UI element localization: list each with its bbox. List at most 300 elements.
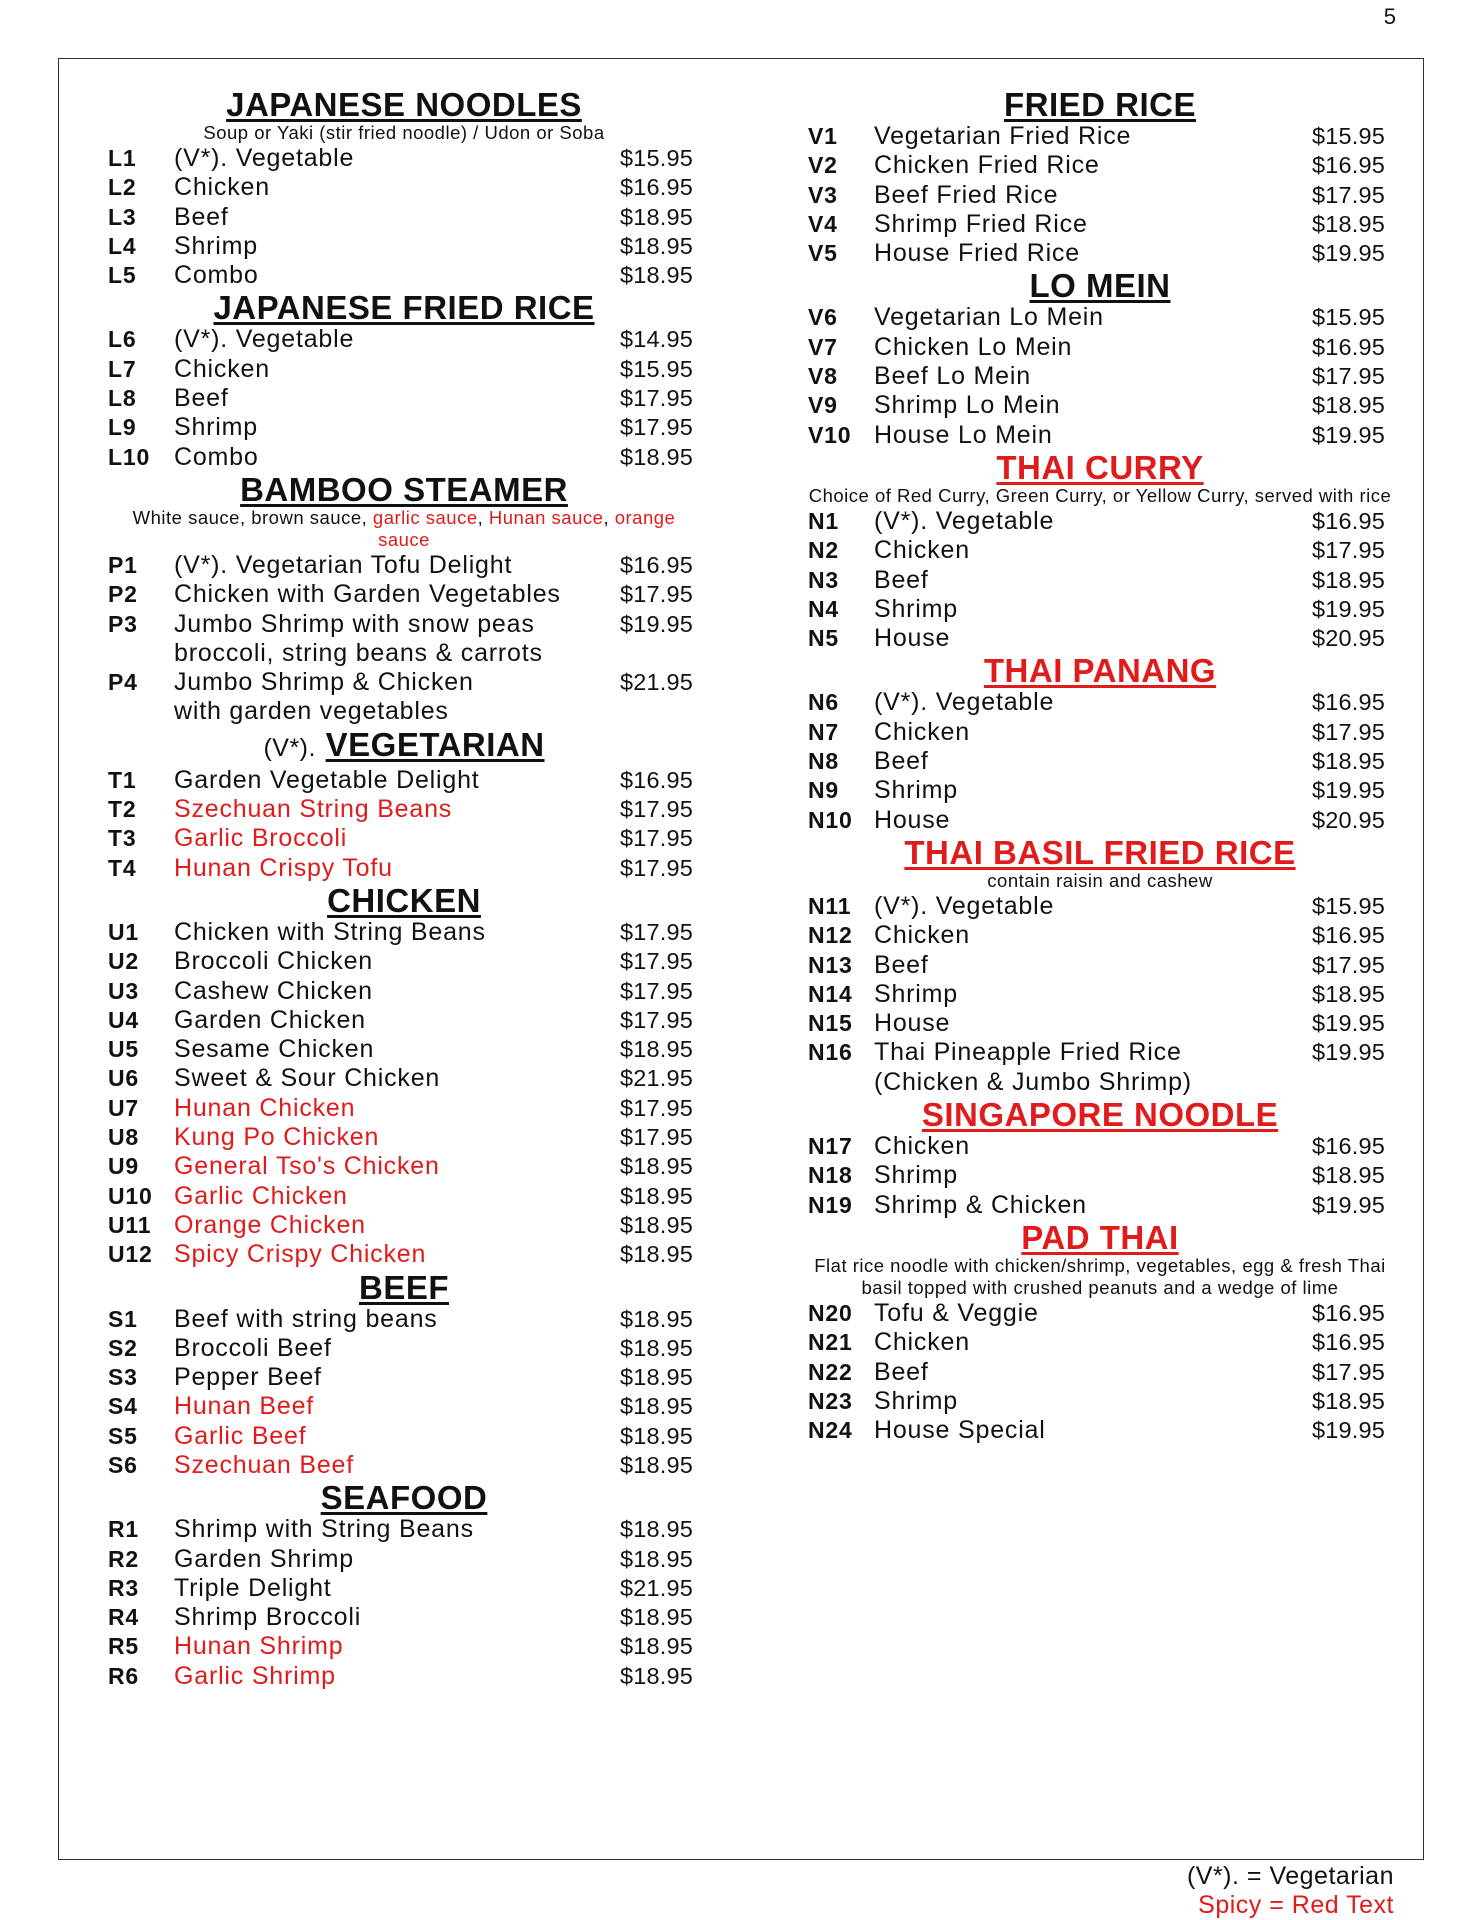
item-name bbox=[174, 325, 620, 354]
section-thai-basil-fried-rice bbox=[808, 835, 1392, 1097]
item-code: P4 bbox=[108, 669, 138, 696]
menu-item-t4 bbox=[108, 854, 700, 883]
menu-item-v6 bbox=[808, 303, 1392, 332]
menu-item-s3 bbox=[108, 1363, 700, 1392]
item-price: $17.95 bbox=[620, 385, 694, 412]
note-part: Soup or Yaki (stir fried noodle) / Udon or Soba bbox=[203, 122, 605, 143]
item-price: $18.95 bbox=[620, 1451, 694, 1478]
menu-column-left bbox=[108, 87, 700, 1691]
item-code: L7 bbox=[108, 355, 137, 382]
item-name bbox=[874, 391, 1312, 420]
item-name bbox=[874, 1416, 1312, 1445]
section-title-text: SEAFOOD bbox=[320, 1479, 488, 1517]
menu-item-t1 bbox=[108, 766, 700, 795]
item-name-line: Broccoli Beef bbox=[174, 1333, 332, 1362]
item-name bbox=[174, 1363, 620, 1392]
item-price: $18.95 bbox=[620, 1153, 694, 1180]
menu-item-t2 bbox=[108, 795, 700, 824]
item-name bbox=[174, 947, 620, 976]
note-part: garlic sauce bbox=[372, 506, 478, 528]
item-code: P2 bbox=[108, 581, 138, 608]
section-title-chicken bbox=[108, 883, 700, 918]
item-name bbox=[174, 977, 620, 1006]
item-name bbox=[174, 1182, 620, 1211]
menu-item-u2 bbox=[108, 947, 700, 976]
section-title-text: JAPANESE NOODLES bbox=[226, 86, 582, 123]
item-price: $17.95 bbox=[620, 1006, 694, 1033]
item-code: L10 bbox=[108, 443, 151, 470]
section-title-bamboo-steamer bbox=[108, 472, 700, 507]
item-name bbox=[174, 1515, 620, 1544]
item-code: L6 bbox=[108, 326, 137, 353]
section-title-thai-curry bbox=[808, 450, 1392, 485]
item-name-line: House Fried Rice bbox=[874, 239, 1080, 268]
item-code: R4 bbox=[108, 1604, 140, 1631]
item-name-line: Shrimp bbox=[874, 594, 958, 623]
item-code: S3 bbox=[108, 1364, 138, 1391]
item-name bbox=[174, 668, 620, 727]
menu-item-n9 bbox=[808, 776, 1392, 805]
item-price: $18.95 bbox=[1312, 210, 1386, 237]
menu-item-v10 bbox=[808, 421, 1392, 450]
section-title-text: THAI PANANG bbox=[983, 652, 1217, 690]
item-name bbox=[874, 421, 1312, 450]
item-name-line: (V*). Vegetable bbox=[874, 891, 1055, 920]
menu-item-n15 bbox=[808, 1009, 1392, 1038]
menu-item-u10 bbox=[108, 1182, 700, 1211]
item-name bbox=[174, 854, 620, 883]
item-price: $17.95 bbox=[620, 825, 694, 852]
item-name bbox=[174, 173, 620, 202]
item-name-line: Shrimp bbox=[874, 1161, 958, 1190]
section-beef bbox=[108, 1270, 700, 1481]
item-price: $18.95 bbox=[620, 1182, 694, 1209]
item-name bbox=[174, 355, 620, 384]
item-name-line: Shrimp bbox=[174, 231, 258, 260]
note-part: contain raisin and cashew bbox=[987, 869, 1213, 891]
section-title-thai-panang bbox=[808, 653, 1392, 688]
item-name bbox=[874, 776, 1312, 805]
item-price: $18.95 bbox=[620, 1305, 694, 1332]
item-price: $18.95 bbox=[620, 1241, 694, 1268]
menu-item-l5 bbox=[108, 261, 700, 290]
item-name bbox=[174, 1035, 620, 1064]
item-name-line: Garlic Broccoli bbox=[174, 824, 348, 853]
item-name-line: Shrimp & Chicken bbox=[874, 1190, 1087, 1219]
menu-item-v1 bbox=[808, 122, 1392, 151]
item-name-line: Shrimp bbox=[874, 1386, 958, 1415]
item-code: N1 bbox=[808, 507, 840, 534]
menu-item-n11 bbox=[808, 892, 1392, 921]
item-code: U8 bbox=[108, 1124, 140, 1151]
item-name bbox=[874, 333, 1312, 362]
item-name bbox=[874, 951, 1312, 980]
item-name bbox=[174, 443, 620, 472]
item-code: U10 bbox=[108, 1182, 153, 1209]
item-name-line: Chicken Fried Rice bbox=[874, 151, 1100, 180]
item-code: V9 bbox=[808, 392, 838, 419]
item-code: U2 bbox=[108, 948, 140, 975]
item-name bbox=[174, 1422, 620, 1451]
item-name-line: Shrimp bbox=[174, 413, 258, 442]
item-name-line: House bbox=[874, 805, 951, 834]
item-name-line: Jumbo Shrimp with snow peas bbox=[174, 609, 535, 638]
menu-item-l6 bbox=[108, 325, 700, 354]
menu-item-l8 bbox=[108, 384, 700, 413]
note-part: White sauce, brown sauce, bbox=[132, 506, 373, 528]
menu-item-u7 bbox=[108, 1094, 700, 1123]
item-name bbox=[174, 1211, 620, 1240]
item-code: L9 bbox=[108, 414, 137, 441]
item-name bbox=[174, 144, 620, 173]
item-name bbox=[174, 1064, 620, 1093]
item-code: U3 bbox=[108, 977, 140, 1004]
item-code: N4 bbox=[808, 595, 840, 622]
section-title-text: PAD THAI bbox=[1021, 1218, 1179, 1256]
item-name bbox=[174, 413, 620, 442]
item-price: $19.95 bbox=[1312, 777, 1386, 804]
menu-item-n20 bbox=[808, 1299, 1392, 1328]
item-code: L2 bbox=[108, 174, 137, 201]
section-title-text: FRIED RICE bbox=[1003, 86, 1196, 123]
menu-item-s2 bbox=[108, 1334, 700, 1363]
menu-item-n5 bbox=[808, 624, 1392, 653]
section-title-text: BAMBOO STEAMER bbox=[240, 470, 568, 508]
section-lo-mein bbox=[808, 268, 1392, 449]
item-name-line: Beef Fried Rice bbox=[874, 180, 1059, 209]
item-price: $18.95 bbox=[1312, 1162, 1386, 1189]
legend-spicy: Spicy = Red Text bbox=[1198, 1891, 1394, 1919]
item-price: $16.95 bbox=[620, 551, 694, 578]
item-name-line: Hunan Chicken bbox=[174, 1093, 356, 1122]
menu-item-n16 bbox=[808, 1038, 1392, 1097]
item-name-line-2: broccoli, string beans & carrots bbox=[174, 638, 543, 667]
section-title-text: THAI CURRY bbox=[996, 448, 1204, 486]
item-price: $18.95 bbox=[620, 262, 694, 289]
menu-item-l1 bbox=[108, 144, 700, 173]
item-name bbox=[174, 1305, 620, 1334]
menu-column-right bbox=[808, 87, 1392, 1445]
menu-item-p1 bbox=[108, 551, 700, 580]
menu-item-n14 bbox=[808, 980, 1392, 1009]
item-name bbox=[874, 507, 1312, 536]
menu-item-v4 bbox=[808, 210, 1392, 239]
item-name bbox=[874, 980, 1312, 1009]
item-code: P1 bbox=[108, 551, 138, 578]
menu-item-n13 bbox=[808, 951, 1392, 980]
item-name-line: Combo bbox=[174, 442, 259, 471]
menu-item-n17 bbox=[808, 1132, 1392, 1161]
section-title-text: VEGETARIAN bbox=[325, 725, 545, 763]
item-price: $18.95 bbox=[620, 1211, 694, 1238]
item-name-line: Kung Po Chicken bbox=[174, 1123, 380, 1152]
menu-item-n10 bbox=[808, 806, 1392, 835]
item-name-line: (V*). Vegetable bbox=[874, 506, 1055, 535]
item-price: $21.95 bbox=[620, 1065, 694, 1092]
menu-item-l7 bbox=[108, 355, 700, 384]
section-title-prefix: (V*). bbox=[263, 733, 316, 762]
menu-item-p4 bbox=[108, 668, 700, 727]
item-price: $19.95 bbox=[1312, 1417, 1386, 1444]
menu-item-v3 bbox=[808, 181, 1392, 210]
item-name bbox=[874, 1358, 1312, 1387]
item-name-line: House Special bbox=[874, 1416, 1046, 1445]
section-title-vegetarian bbox=[108, 727, 700, 766]
item-price: $18.95 bbox=[620, 1393, 694, 1420]
item-code: L8 bbox=[108, 385, 137, 412]
note-part: orange sauce bbox=[378, 506, 676, 550]
item-price: $18.95 bbox=[620, 443, 694, 470]
item-name bbox=[874, 624, 1312, 653]
section-thai-panang bbox=[808, 653, 1392, 834]
section-note-thai-basil-fried-rice bbox=[808, 870, 1392, 892]
section-title-beef bbox=[108, 1270, 700, 1305]
item-name bbox=[174, 824, 620, 853]
menu-item-s5 bbox=[108, 1422, 700, 1451]
item-name-line: Beef bbox=[174, 384, 229, 413]
menu-item-l2 bbox=[108, 173, 700, 202]
item-name bbox=[874, 921, 1312, 950]
item-name-line: Chicken bbox=[174, 354, 270, 383]
item-code: R2 bbox=[108, 1545, 140, 1572]
section-bamboo-steamer bbox=[108, 472, 700, 727]
section-vegetarian bbox=[108, 727, 700, 883]
item-price: $17.95 bbox=[620, 1094, 694, 1121]
menu-item-u4 bbox=[108, 1006, 700, 1035]
item-name-line: Sesame Chicken bbox=[174, 1035, 375, 1064]
item-code: N2 bbox=[808, 537, 840, 564]
item-name bbox=[874, 1191, 1312, 1220]
item-name bbox=[874, 718, 1312, 747]
item-price: $18.95 bbox=[620, 203, 694, 230]
item-price: $17.95 bbox=[620, 796, 694, 823]
item-price: $17.95 bbox=[1312, 363, 1386, 390]
item-price: $17.95 bbox=[620, 414, 694, 441]
item-price: $18.95 bbox=[1312, 566, 1386, 593]
section-title-lo-mein bbox=[808, 268, 1392, 303]
item-code: N8 bbox=[808, 748, 840, 775]
section-note-thai-curry bbox=[808, 485, 1392, 507]
item-name-line: General Tso's Chicken bbox=[174, 1152, 440, 1181]
item-name-line: Chicken bbox=[174, 173, 270, 202]
item-price: $17.95 bbox=[620, 581, 694, 608]
item-name-line: Hunan Crispy Tofu bbox=[174, 853, 393, 882]
menu-item-v2 bbox=[808, 151, 1392, 180]
item-name bbox=[174, 1662, 620, 1691]
item-code: V10 bbox=[808, 421, 852, 448]
section-title-text: BEEF bbox=[358, 1268, 449, 1306]
menu-item-s4 bbox=[108, 1392, 700, 1421]
menu-item-n7 bbox=[808, 718, 1392, 747]
menu-item-r5 bbox=[108, 1632, 700, 1661]
section-title-text: SINGAPORE NOODLE bbox=[921, 1096, 1279, 1134]
menu-item-r1 bbox=[108, 1515, 700, 1544]
item-code: U11 bbox=[108, 1211, 152, 1238]
item-name bbox=[174, 1632, 620, 1661]
item-price: $16.95 bbox=[1312, 1329, 1386, 1356]
item-code: N7 bbox=[808, 718, 840, 745]
item-name-line: Jumbo Shrimp & Chicken bbox=[174, 668, 474, 697]
item-name-line: Garden Vegetable Delight bbox=[174, 765, 480, 794]
item-code: N11 bbox=[808, 892, 852, 919]
item-code: S1 bbox=[108, 1305, 138, 1332]
item-name-line: Tofu & Veggie bbox=[874, 1298, 1039, 1327]
item-name-line: (V*). Vegetable bbox=[174, 144, 355, 172]
section-title-text: THAI BASIL FRIED RICE bbox=[904, 833, 1296, 871]
item-name-line: Triple Delight bbox=[174, 1573, 332, 1602]
item-price: $19.95 bbox=[1312, 1191, 1386, 1218]
item-name bbox=[174, 1240, 620, 1269]
item-name bbox=[874, 122, 1312, 151]
item-name bbox=[874, 181, 1312, 210]
item-price: $17.95 bbox=[620, 918, 694, 945]
section-note-japanese-noodles bbox=[108, 122, 700, 144]
item-name bbox=[874, 1328, 1312, 1357]
section-title-text: JAPANESE FRIED RICE bbox=[213, 289, 595, 327]
section-title-pad-thai bbox=[808, 1220, 1392, 1255]
menu-item-u5 bbox=[108, 1035, 700, 1064]
menu-item-n6 bbox=[808, 688, 1392, 717]
item-code: U6 bbox=[108, 1065, 140, 1092]
section-title-japanese-fried-rice bbox=[108, 290, 700, 325]
item-name-line: Shrimp Broccoli bbox=[174, 1603, 362, 1632]
item-price: $15.95 bbox=[620, 355, 694, 382]
section-title-text: CHICKEN bbox=[327, 881, 481, 919]
item-name bbox=[874, 303, 1312, 332]
item-name-line: Hunan Beef bbox=[174, 1392, 315, 1421]
item-name-line: Chicken with Garden Vegetables bbox=[174, 580, 561, 609]
item-name bbox=[874, 1161, 1312, 1190]
item-name-line: Hunan Shrimp bbox=[174, 1632, 344, 1661]
section-note-bamboo-steamer bbox=[108, 507, 700, 551]
menu-item-n12 bbox=[808, 921, 1392, 950]
item-name-line: Vegetarian Lo Mein bbox=[874, 303, 1104, 332]
item-price: $16.95 bbox=[1312, 1133, 1386, 1160]
section-fried-rice bbox=[808, 87, 1392, 268]
item-name-line: House bbox=[874, 624, 951, 653]
item-price: $18.95 bbox=[620, 1633, 694, 1660]
item-code: N24 bbox=[808, 1417, 853, 1444]
item-name-line: Beef Lo Mein bbox=[874, 362, 1031, 391]
item-price: $17.95 bbox=[620, 854, 694, 881]
item-code: N20 bbox=[808, 1299, 853, 1326]
menu-item-v8 bbox=[808, 362, 1392, 391]
item-price: $17.95 bbox=[620, 977, 694, 1004]
item-name-line: Beef bbox=[874, 950, 929, 979]
item-price: $20.95 bbox=[1312, 625, 1386, 652]
item-name-line: (V*). Vegetable bbox=[874, 688, 1055, 717]
item-price: $16.95 bbox=[1312, 333, 1386, 360]
item-price: $16.95 bbox=[620, 766, 694, 793]
page-number: 5 bbox=[1383, 4, 1396, 29]
menu-item-r6 bbox=[108, 1662, 700, 1691]
item-name-line: Beef bbox=[874, 1357, 929, 1386]
section-pad-thai bbox=[808, 1220, 1392, 1445]
legend-vegetarian: (V*). = Vegetarian bbox=[1186, 1862, 1394, 1890]
item-name bbox=[874, 1009, 1312, 1038]
item-name-line: (V*). Vegetarian Tofu Delight bbox=[174, 550, 513, 579]
item-name-line: Broccoli Chicken bbox=[174, 947, 373, 976]
item-name bbox=[874, 151, 1312, 180]
item-name-line: Chicken bbox=[874, 1328, 970, 1357]
menu-item-r4 bbox=[108, 1603, 700, 1632]
item-code: N13 bbox=[808, 951, 853, 978]
menu-item-n3 bbox=[808, 566, 1392, 595]
menu-item-v9 bbox=[808, 391, 1392, 420]
item-name bbox=[174, 918, 620, 947]
item-price: $19.95 bbox=[1312, 1039, 1386, 1066]
item-name bbox=[174, 1334, 620, 1363]
item-price: $17.95 bbox=[1312, 1358, 1386, 1385]
section-seafood bbox=[108, 1480, 700, 1691]
item-price: $15.95 bbox=[1312, 123, 1386, 149]
menu-item-u12 bbox=[108, 1240, 700, 1269]
item-price: $18.95 bbox=[620, 1545, 694, 1572]
item-code: L3 bbox=[108, 203, 137, 230]
item-price: $16.95 bbox=[1312, 689, 1386, 716]
item-price: $19.95 bbox=[1312, 421, 1386, 448]
menu-item-l9 bbox=[108, 413, 700, 442]
section-japanese-noodles bbox=[108, 87, 700, 290]
item-code: V2 bbox=[808, 152, 838, 179]
item-name-line: House Lo Mein bbox=[874, 420, 1053, 449]
item-code: V6 bbox=[808, 304, 838, 331]
item-name bbox=[174, 203, 620, 232]
item-name-line: Garlic Chicken bbox=[174, 1181, 348, 1210]
item-name bbox=[874, 688, 1312, 717]
item-price: $18.95 bbox=[1312, 1387, 1386, 1414]
menu-item-s1 bbox=[108, 1305, 700, 1334]
item-price: $18.95 bbox=[620, 1662, 694, 1689]
item-code: S6 bbox=[108, 1451, 138, 1478]
item-name bbox=[174, 1603, 620, 1632]
item-code: N18 bbox=[808, 1162, 853, 1189]
item-code: V3 bbox=[808, 181, 838, 208]
item-price: $18.95 bbox=[620, 1036, 694, 1063]
item-name bbox=[174, 1152, 620, 1181]
item-name-line: Beef bbox=[874, 565, 929, 594]
item-price: $19.95 bbox=[1312, 1010, 1386, 1037]
item-name-line: Chicken bbox=[874, 536, 970, 565]
item-name-line: Pepper Beef bbox=[174, 1363, 322, 1392]
item-name-line: Cashew Chicken bbox=[174, 976, 373, 1005]
item-price: $17.95 bbox=[620, 1124, 694, 1151]
item-name-line: Sweet & Sour Chicken bbox=[174, 1064, 441, 1093]
item-price: $19.95 bbox=[1312, 240, 1386, 267]
item-code: U9 bbox=[108, 1153, 140, 1180]
section-title-seafood bbox=[108, 1480, 700, 1515]
item-code: V8 bbox=[808, 363, 838, 390]
item-price: $18.95 bbox=[620, 1334, 694, 1361]
item-code: T2 bbox=[108, 796, 137, 823]
menu-item-s6 bbox=[108, 1451, 700, 1480]
item-price: $16.95 bbox=[1312, 922, 1386, 949]
item-code: S4 bbox=[108, 1393, 138, 1420]
item-name bbox=[874, 1038, 1312, 1097]
item-name bbox=[874, 747, 1312, 776]
item-name-line: Shrimp Fried Rice bbox=[874, 209, 1088, 238]
item-name-line: Chicken with String Beans bbox=[174, 917, 486, 946]
section-thai-curry bbox=[808, 450, 1392, 653]
menu-item-l3 bbox=[108, 203, 700, 232]
note-part: Choice of Red Curry, Green Curry, or Yellow Curry, served with rice bbox=[808, 484, 1392, 506]
item-name-line: Combo bbox=[174, 261, 259, 290]
menu-item-p2 bbox=[108, 580, 700, 609]
item-price: $16.95 bbox=[620, 174, 694, 201]
item-name-line-2: with garden vegetables bbox=[174, 697, 449, 726]
item-name-line: Vegetarian Fried Rice bbox=[874, 122, 1132, 150]
item-name bbox=[874, 1132, 1312, 1161]
